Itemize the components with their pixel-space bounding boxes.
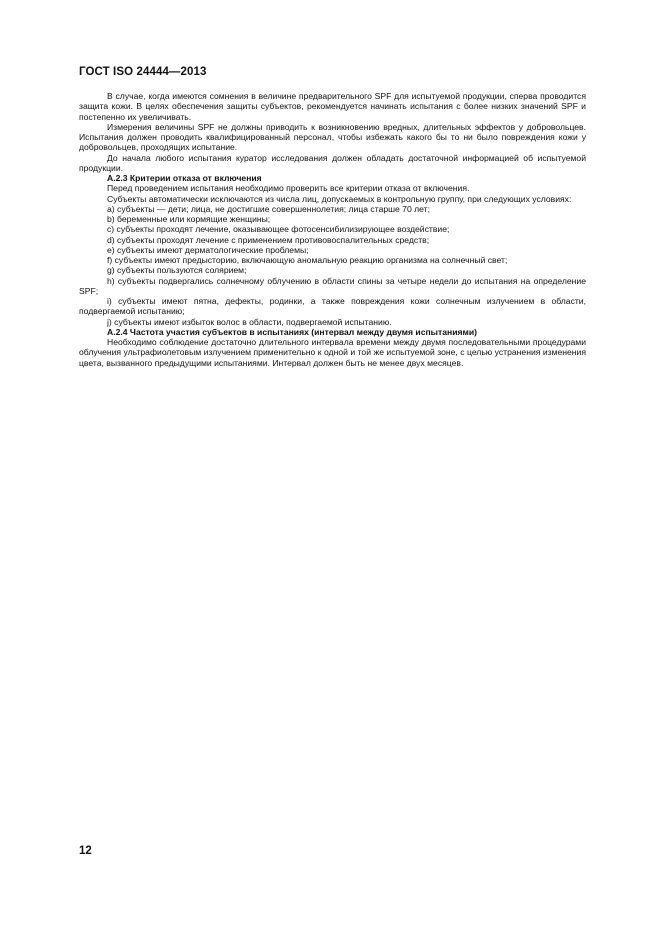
paragraph-check-criteria: Перед проведением испытания необходимо проверить все критерии отказа от включения. (107, 183, 470, 194)
paragraph-interval: Необходимо соблюдение достаточно длительного интервала времени между двумя последовательными процедурами облучения ультрафиолетовым излучением применительно к одной и той же испытуемой зоне, с целью устранения изменения цвета, вызванного предыдущими испытаниями. Интервал должен быть не менее двух месяцев. (79, 337, 586, 368)
section-heading-a24: А.2.4 Частота участия субъектов в испытаниях (интервал между двумя испытаниями) (107, 326, 478, 337)
list-item-a: a) субъекты — дети; лица, не достигшие совершеннолетия; лица старше 70 лет; (107, 203, 430, 214)
paragraph-spf-measurement: Измерения величины SPF не должны приводить к возникновению вредных, длительных эффектов у добровольцев. Испытания должен проводить квалифицированный персонал, чтобы избежать какого бы то ни было повреждения кожи у добровольцев, проходящих испытание. (79, 121, 586, 153)
list-item-c: c) субъекты проходят лечение, оказывающее фотосенсибилизирующее воздействие; (107, 224, 450, 235)
list-item-j: j) субъекты имеют избыток волос в области, подвергаемой испытанию. (107, 316, 392, 327)
list-item-d: d) субъекты проходят лечение с применением противовоспалительных средств; (107, 234, 430, 245)
paragraph-exclusion-conditions: Субъекты автоматически исключаются из числа лиц, допускаемых в контрольную группу, при следующих условиях: (107, 193, 572, 204)
page-number: 12 (79, 845, 92, 857)
list-item-e: e) субъекты имеют дерматологические проблемы; (107, 244, 309, 255)
document-header: ГОСТ ISO 24444—2013 (79, 66, 207, 78)
list-item-h: h) субъекты подвергались солнечному облучению в области спины за четыре недели до испытания на определение SPF; (79, 275, 586, 296)
paragraph-spf-doubt: В случае, когда имеются сомнения в величине предварительного SPF для испытуемой продукции, сперва проводится защита кожи. В целях обеспечения защиты субъектов, рекомендуется начинать испытания с более низких значений SPF и постепенно их увеличивать. (79, 91, 586, 122)
list-item-i: i) субъекты имеют пятна, дефекты, родинки, а также повреждения кожи солнечным излучением в области, подвергаемой испытанию; (79, 296, 586, 317)
list-item-b: b) беременные или кормящие женщины; (107, 214, 271, 224)
section-heading-a23: А.2.3 Критерии отказа от включения (107, 173, 262, 183)
list-item-g: g) субъекты пользуются солярием; (107, 265, 247, 276)
list-item-f: f) субъекты имеют предысторию, включающую аномальную реакцию организма на солнечный свет; (107, 255, 508, 265)
paragraph-curator-info: До начала любого испытания куратор исследования должен обладать достаточной информацией об испытуемой продукции. (79, 152, 586, 173)
document-body (79, 91, 586, 368)
